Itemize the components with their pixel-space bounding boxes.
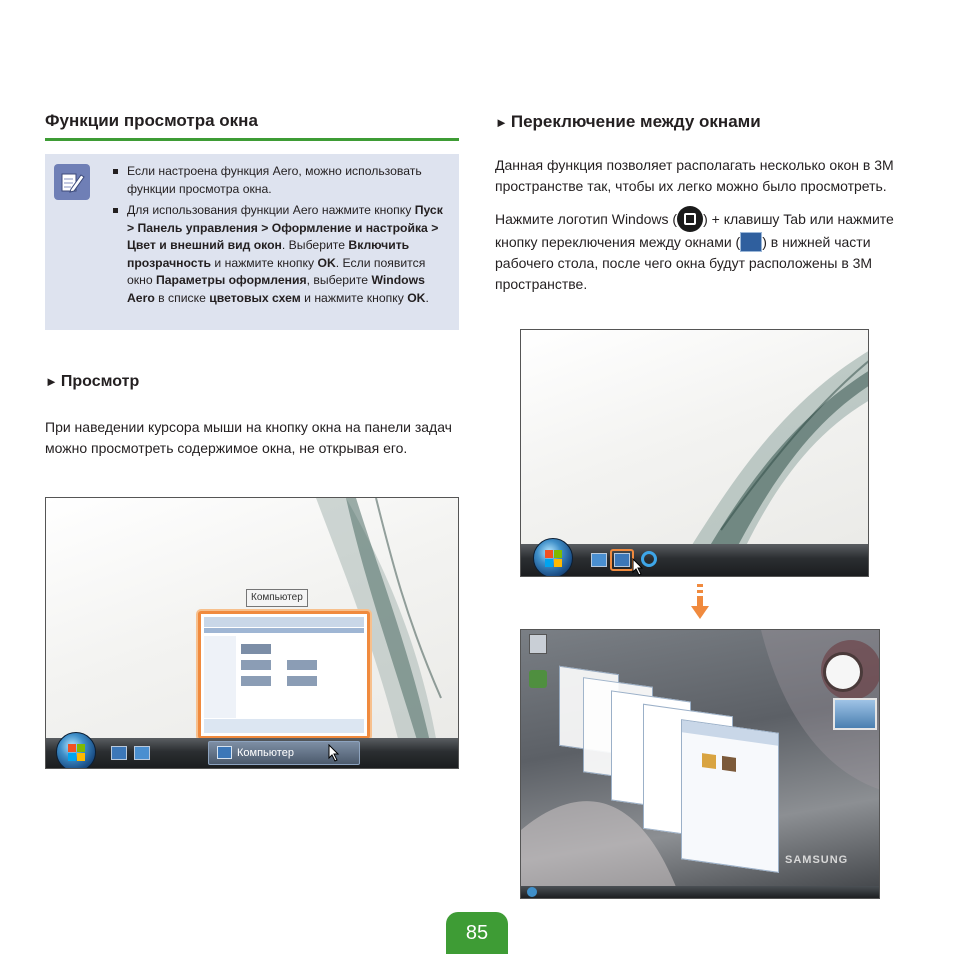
switch-heading bbox=[495, 108, 895, 137]
switch-windows-icon bbox=[614, 553, 630, 567]
note-run: Включить прозрачность bbox=[127, 238, 410, 270]
note-list bbox=[127, 163, 449, 307]
windows-flag-icon bbox=[545, 550, 563, 568]
switch-title: Переключение между окнами bbox=[510, 112, 761, 131]
note-run: . Выберите bbox=[281, 238, 349, 252]
page-number: 85 bbox=[446, 912, 508, 954]
wallpaper-leaf bbox=[521, 330, 869, 577]
window-thumbnail[interactable] bbox=[198, 611, 370, 739]
windows-flag-icon bbox=[68, 744, 86, 762]
switch-windows-button[interactable] bbox=[610, 549, 634, 571]
note-run: OK bbox=[407, 290, 426, 305]
preview-description: При наведении курсора мыши на кнопку окна на панели задач можно просмотреть содержимое окна, не открывая его. bbox=[45, 419, 452, 456]
preview-tooltip: Компьютер bbox=[246, 589, 308, 607]
photo-gadget bbox=[833, 698, 877, 730]
start-button[interactable] bbox=[527, 887, 537, 897]
note-run: , выберите bbox=[306, 273, 372, 287]
note-run: и нажмите кнопку bbox=[300, 290, 408, 305]
switch-instructions-part-3: ) в нижней части рабочего стола, после чего окна будут расположены в 3М пространстве. bbox=[495, 234, 873, 292]
taskbar-preview-screenshot bbox=[45, 497, 459, 769]
windows-logo-key-icon bbox=[677, 206, 703, 232]
title-divider bbox=[45, 138, 459, 141]
note-item-instructions bbox=[127, 202, 449, 307]
flip-window-5[interactable] bbox=[681, 719, 779, 873]
desktop-icon[interactable] bbox=[529, 670, 547, 688]
arrow-right-icon: ► bbox=[45, 374, 58, 389]
recycle-bin-icon[interactable] bbox=[529, 634, 547, 654]
taskbar bbox=[46, 738, 458, 768]
start-button[interactable] bbox=[56, 732, 96, 769]
computer-icon bbox=[217, 746, 232, 759]
mouse-cursor-icon bbox=[328, 744, 344, 762]
right-column bbox=[495, 108, 895, 295]
section-title: Функции просмотра окна bbox=[45, 111, 258, 130]
note-box bbox=[45, 154, 459, 330]
note-item-aero: Если настроена функция Aero, можно использовать функции просмотра окна. bbox=[127, 163, 449, 198]
show-desktop-icon[interactable] bbox=[134, 746, 150, 760]
note-run: OK bbox=[317, 255, 336, 270]
flip-3d-screenshot bbox=[520, 629, 880, 899]
switch-windows-icon[interactable] bbox=[111, 746, 127, 760]
computer-taskbar-label: Компьютер bbox=[237, 747, 294, 759]
note-run: цветовых схем bbox=[209, 290, 301, 305]
down-arrow-icon bbox=[690, 582, 710, 622]
arrow-right-icon: ► bbox=[495, 115, 508, 130]
note-run: Пуск > Панель управления > Оформление и настройка > Цвет и внешний вид окон bbox=[127, 203, 443, 252]
note-run: Параметры оформления bbox=[156, 273, 307, 287]
note-run: и нажмите кнопку bbox=[211, 255, 318, 270]
switch-instructions bbox=[495, 206, 895, 295]
note-run: Windows Aero bbox=[127, 273, 425, 305]
switch-windows-button-icon bbox=[740, 232, 762, 252]
note-run: . bbox=[425, 290, 429, 305]
start-button[interactable] bbox=[533, 538, 573, 577]
preview-title: Просмотр bbox=[60, 373, 140, 390]
switch-button-screenshot bbox=[520, 329, 869, 577]
brand-watermark: SAMSUNG bbox=[785, 854, 849, 866]
taskbar bbox=[521, 886, 879, 898]
switch-description: Данная функция позволяет располагать несколько окон в 3М пространстве так, чтобы их легко можно было просмотреть. bbox=[495, 157, 894, 194]
switch-instructions-part-1: Нажмите логотип Windows ( bbox=[495, 211, 678, 227]
show-desktop-icon[interactable] bbox=[591, 553, 607, 567]
preview-heading bbox=[45, 370, 459, 394]
note-pencil-icon bbox=[54, 164, 90, 200]
note-run: Для использования функции Aero нажмите кнопку bbox=[127, 203, 415, 217]
mouse-cursor-icon bbox=[632, 558, 648, 576]
note-run: . Если появится окно bbox=[127, 255, 426, 287]
switch-instructions-part-2: ) + клавишу Tab или нажмите кнопку переключения между окнами ( bbox=[495, 211, 894, 250]
note-run: в списке bbox=[154, 290, 210, 305]
left-column bbox=[45, 108, 459, 459]
clock-gadget bbox=[823, 652, 863, 692]
taskbar bbox=[521, 544, 868, 576]
